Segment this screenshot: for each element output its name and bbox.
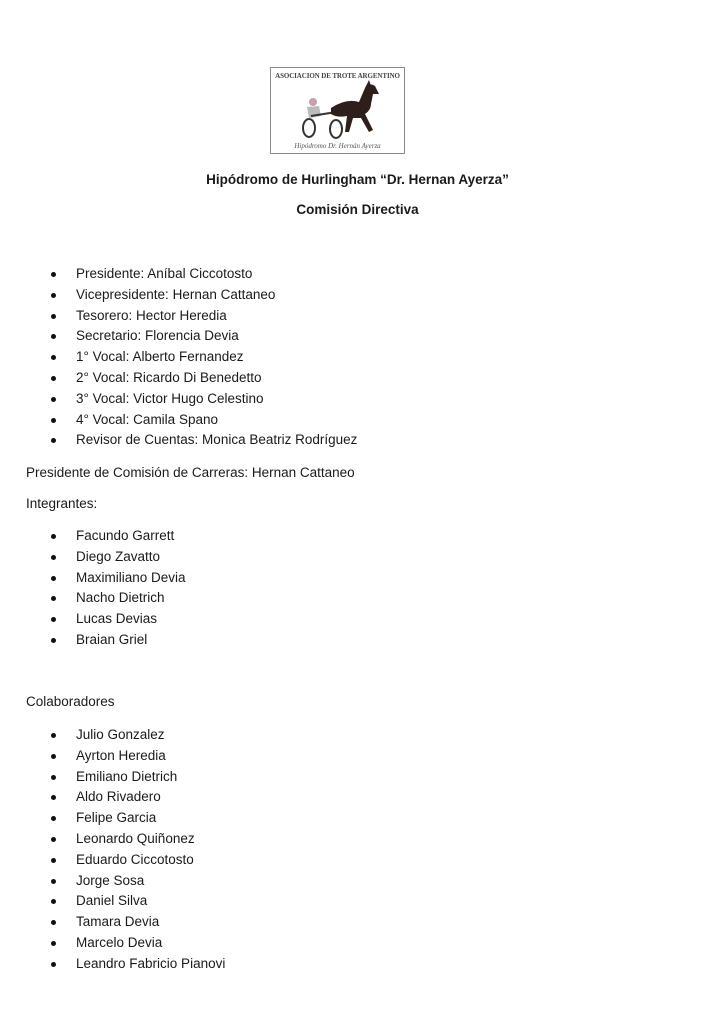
- bullet-icon: [51, 962, 56, 967]
- colaborador-member: [26, 767, 225, 788]
- list-item-text: Revisor de Cuentas: Monica Beatriz Rodríguez: [76, 432, 358, 448]
- bullet-icon: [51, 555, 56, 560]
- bullet-icon: [51, 858, 56, 863]
- comision-directiva-list: [26, 264, 357, 451]
- bullet-icon: [51, 795, 56, 800]
- bullet-icon: [51, 775, 56, 780]
- list-item-text: Maximiliano Devia: [76, 569, 186, 585]
- list-item-text: 4° Vocal: Camila Spano: [76, 411, 218, 427]
- bullet-icon: [51, 314, 56, 319]
- integrante-member: [26, 568, 186, 589]
- section-title-comision-directiva: Comisión Directiva: [296, 202, 419, 217]
- list-item-text: Ayrton Heredia: [76, 747, 166, 763]
- list-item-text: Tesorero: Hector Heredia: [76, 307, 227, 323]
- colaborador-member: [26, 850, 225, 871]
- bullet-icon: [51, 638, 56, 643]
- list-item-text: Vicepresidente: Hernan Cattaneo: [76, 286, 276, 302]
- bullet-icon: [51, 816, 56, 821]
- colaboradores-list: [26, 725, 225, 975]
- list-item-text: Braian Griel: [76, 631, 148, 647]
- colaborador-member: [26, 954, 225, 975]
- directiva-member: [26, 347, 357, 368]
- list-item-text: Jorge Sosa: [76, 872, 145, 888]
- directiva-member: [26, 389, 357, 410]
- bullet-icon: [51, 837, 56, 842]
- bullet-icon: [51, 418, 56, 423]
- directiva-member: [26, 368, 357, 389]
- list-item-text: 1° Vocal: Alberto Fernandez: [76, 349, 244, 365]
- integrante-member: [26, 588, 186, 609]
- directiva-member: [26, 430, 357, 451]
- integrantes-label: Integrantes:: [26, 496, 98, 511]
- bullet-icon: [51, 272, 56, 277]
- directiva-member: [26, 306, 357, 327]
- bullet-icon: [51, 293, 56, 298]
- list-item-text: Secretario: Florencia Devia: [76, 328, 239, 344]
- bullet-icon: [51, 596, 56, 601]
- harness-racing-horse-icon: [291, 80, 386, 142]
- colaborador-member: [26, 808, 225, 829]
- list-item-text: Leandro Fabricio Pianovi: [76, 955, 226, 971]
- bullet-icon: [51, 376, 56, 381]
- logo-title: ASOCIACION DE TROTE ARGENTINO: [275, 72, 400, 80]
- bullet-icon: [51, 397, 56, 402]
- bullet-icon: [51, 576, 56, 581]
- integrantes-list: [26, 526, 186, 651]
- list-item-text: Aldo Rivadero: [76, 789, 161, 805]
- directiva-member: [26, 264, 357, 285]
- colaborador-member: [26, 871, 225, 892]
- integrante-member: [26, 630, 186, 651]
- bullet-icon: [51, 920, 56, 925]
- list-item-text: Daniel Silva: [76, 893, 148, 909]
- colaborador-member: [26, 891, 225, 912]
- bullet-icon: [51, 733, 56, 738]
- list-item-text: 3° Vocal: Victor Hugo Celestino: [76, 390, 264, 406]
- list-item-text: Julio Gonzalez: [76, 727, 165, 742]
- list-item-text: Emiliano Dietrich: [76, 768, 178, 784]
- association-logo: [270, 67, 405, 154]
- integrante-member: [26, 609, 186, 630]
- bullet-icon: [51, 534, 56, 539]
- colaborador-member: [26, 787, 225, 808]
- bullet-icon: [51, 754, 56, 759]
- colaborador-member: [26, 725, 225, 746]
- bullet-icon: [51, 355, 56, 360]
- integrante-member: [26, 526, 186, 547]
- page-title: Hipódromo de Hurlingham “Dr. Hernan Ayerza”: [206, 172, 509, 187]
- directiva-member: [26, 285, 357, 306]
- bullet-icon: [51, 879, 56, 884]
- colaborador-member: [26, 746, 225, 767]
- colaboradores-label: Colaboradores: [26, 694, 115, 709]
- bullet-icon: [51, 941, 56, 946]
- list-item-text: Nacho Dietrich: [76, 590, 165, 606]
- presidente-carreras-line: Presidente de Comisión de Carreras: Hernan Cattaneo: [26, 465, 355, 480]
- bullet-icon: [51, 438, 56, 443]
- bullet-icon: [51, 899, 56, 904]
- list-item-text: Felipe Garcia: [76, 810, 157, 826]
- directiva-member: [26, 410, 357, 431]
- colaborador-member: [26, 933, 225, 954]
- colaborador-member: [26, 829, 225, 850]
- list-item-text: Diego Zavatto: [76, 548, 161, 564]
- bullet-icon: [51, 617, 56, 622]
- list-item-text: Tamara Devia: [76, 914, 160, 930]
- colaborador-member: [26, 912, 225, 933]
- list-item-text: Presidente: Aníbal Ciccotosto: [76, 266, 253, 281]
- directiva-member: [26, 326, 357, 347]
- list-item-text: Marcelo Devia: [76, 934, 163, 950]
- logo-subtitle: Hipódromo Dr. Hernán Ayerza: [294, 142, 381, 150]
- list-item-text: Leonardo Quiñonez: [76, 830, 195, 846]
- list-item-text: 2° Vocal: Ricardo Di Benedetto: [76, 369, 262, 385]
- list-item-text: Facundo Garrett: [76, 528, 175, 543]
- bullet-icon: [51, 334, 56, 339]
- list-item-text: Eduardo Ciccotosto: [76, 851, 194, 867]
- integrante-member: [26, 547, 186, 568]
- list-item-text: Lucas Devias: [76, 611, 158, 627]
